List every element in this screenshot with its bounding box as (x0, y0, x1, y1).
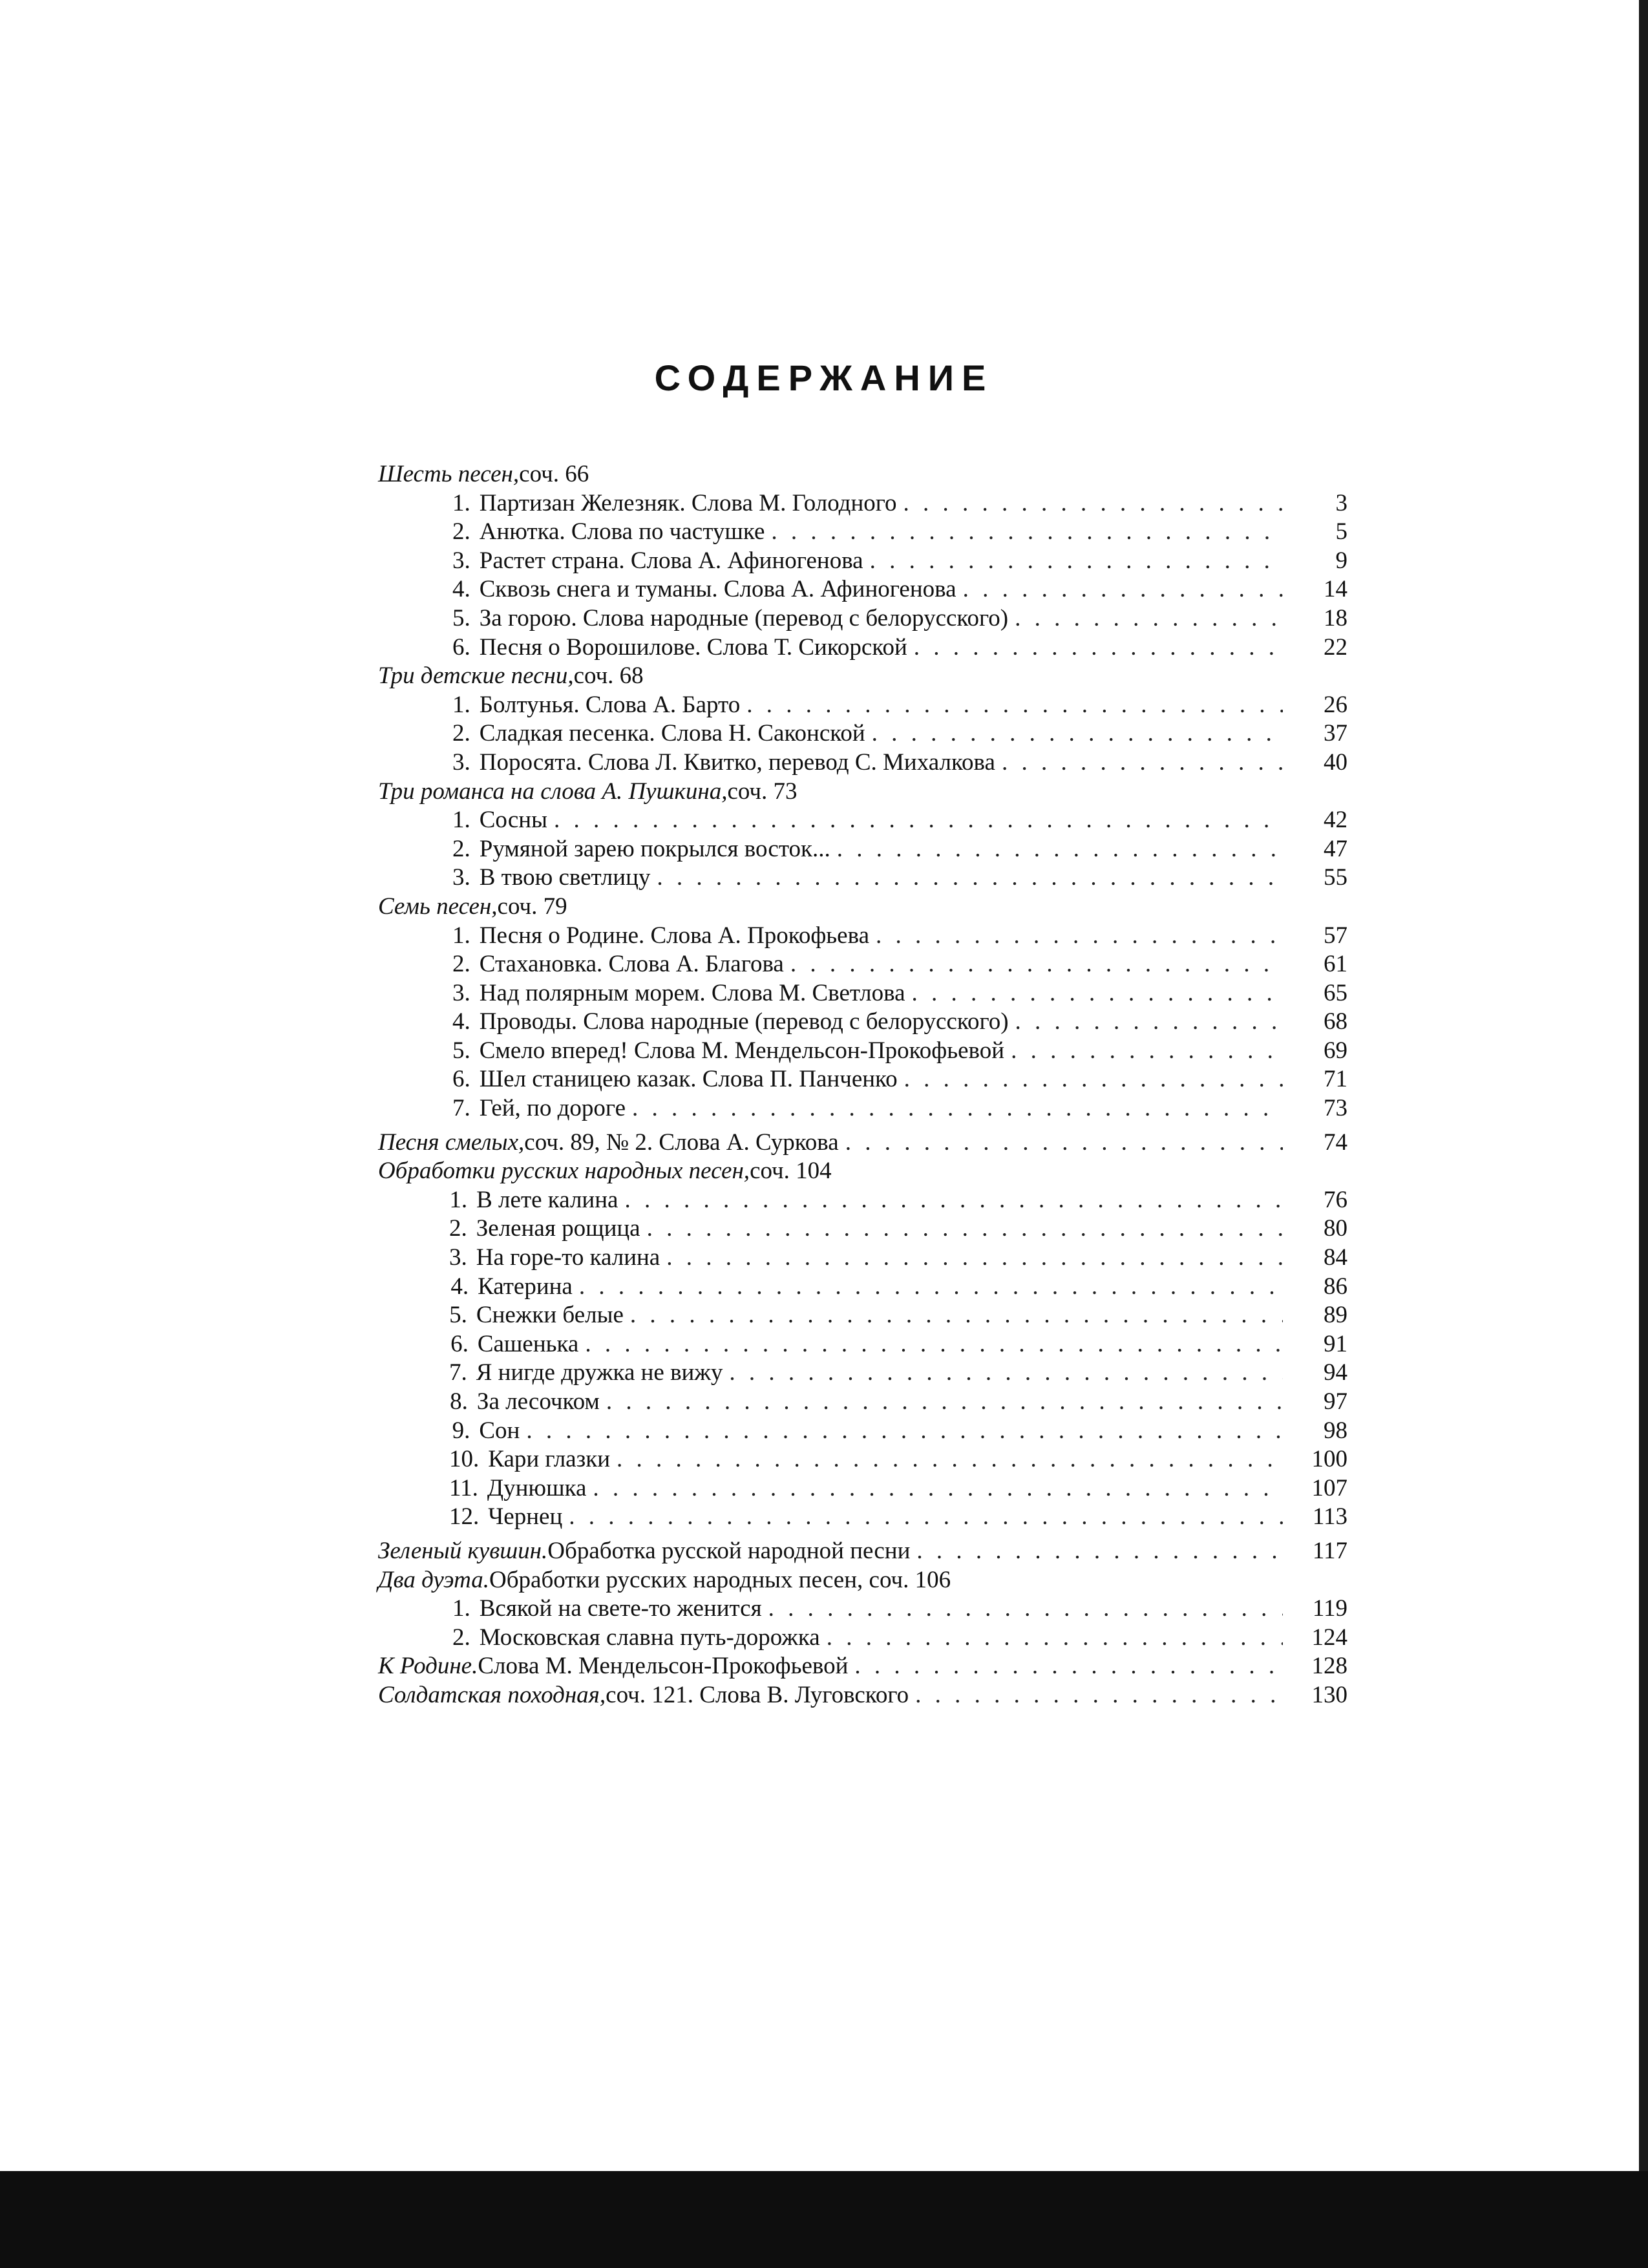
section-heading: Обработки русских народных песен, соч. 104 (378, 1158, 832, 1185)
toc-entry: 6. Песня о Ворошилове. Слова Т. Сикорской . . . 22 (378, 633, 1347, 662)
table-of-contents (378, 460, 1347, 1710)
toc-entry: 5. Смело вперед! Слова М. Мендельсон-Прокофьевой . . . 69 (378, 1037, 1347, 1066)
toc-entry: 1. Песня о Родине. Слова А. Прокофьева . . . 57 (378, 922, 1347, 951)
toc-entry: 3. Над полярным морем. Слова М. Светлова . . . 65 (378, 979, 1347, 1008)
page-title: СОДЕРЖАНИЕ (654, 357, 994, 398)
toc-entry: 6. Шел станицею казак. Слова П. Панченко . . . 71 (378, 1065, 1347, 1094)
toc-entry-single: Зеленый кувшин. Обработка русской народной песни . . . 117 (378, 1537, 1347, 1566)
toc-entry: 3. Поросята. Слова Л. Квитко, перевод С. Михалкова . . . 40 (378, 748, 1347, 778)
toc-entry: 3. Растет страна. Слова А. Афиногенова . . . 9 (378, 547, 1347, 576)
toc-entry: 12. Чернец . . . 113 (378, 1503, 1347, 1532)
toc-entry: 7. Гей, по дороге . . . 73 (378, 1094, 1347, 1123)
toc-entry-single: Песня смелых, соч. 89, № 2. Слова А. Суркова . . . 74 (378, 1129, 1347, 1158)
toc-entry: 2. Зеленая рощица . . . 80 (378, 1214, 1347, 1244)
section-heading: Два дуэта. Обработки русских народных песен, соч. 106 (378, 1566, 951, 1593)
toc-entry: 1. Партизан Железняк. Слова М. Голодного . . . 3 (378, 489, 1347, 518)
toc-entry: 11. Дунюшка . . . 107 (378, 1474, 1347, 1503)
toc-entry: 7. Я нигде дружка не вижу . . . 94 (378, 1359, 1347, 1388)
toc-entry: 4. Проводы. Слова народные (перевод с белорусского) . . . 68 (378, 1008, 1347, 1037)
toc-entry: 1. В лете калина . . . 76 (378, 1186, 1347, 1215)
toc-entry: 5. За горою. Слова народные (перевод с белорусского) . . . 18 (378, 604, 1347, 633)
toc-entry: 1. Всякой на свете-то женится . . . 119 (378, 1595, 1347, 1624)
section-heading: Три детские песни, соч. 68 (378, 662, 644, 690)
toc-entry: 5. Снежки белые . . . 89 (378, 1301, 1347, 1330)
section-heading: Шесть песен, соч. 66 (378, 461, 589, 487)
toc-entry: 3. На горе-то калина . . . 84 (378, 1244, 1347, 1273)
toc-entry: 4. Катерина . . . 86 (378, 1273, 1347, 1302)
toc-entry: 1. Болтунья. Слова А. Барто . . . 26 (378, 691, 1347, 720)
toc-entry: 8. За лесочком . . . 97 (378, 1388, 1347, 1417)
toc-entry-single: К Родине. Слова М. Мендельсон-Прокофьевой . . . 128 (378, 1652, 1347, 1681)
section-heading: Три романса на слова А. Пушкина, соч. 73 (378, 778, 798, 805)
section-heading: Семь песен, соч. 79 (378, 893, 567, 920)
toc-entry: 6. Сашенька . . . 91 (378, 1330, 1347, 1359)
toc-entry: 4. Сквозь снега и туманы. Слова А. Афиногенова . . . 14 (378, 575, 1347, 604)
toc-entry: 9. Сон . . . 98 (378, 1417, 1347, 1446)
toc-entry: 2. Румяной зарею покрылся восток... . . . 47 (378, 835, 1347, 864)
toc-entry: 10. Кари глазки . . . 100 (378, 1445, 1347, 1474)
toc-entry: 2. Анютка. Слова по частушке . . . 5 (378, 518, 1347, 547)
toc-entry: 3. В твою светлицу . . . 55 (378, 864, 1347, 893)
toc-entry: 2. Сладкая песенка. Слова Н. Саконской . . . 37 (378, 719, 1347, 748)
scan-edge-bottom (0, 2171, 1648, 2268)
toc-entry: 1. Сосны . . . 42 (378, 806, 1347, 835)
toc-entry: 2. Стахановка. Слова А. Благова . . . 61 (378, 950, 1347, 979)
toc-entry: 2. Московская славна путь-дорожка . . . 124 (378, 1624, 1347, 1653)
scan-edge-right (1639, 0, 1648, 2268)
toc-entry-single: Солдатская походная, соч. 121. Слова В. Луговского . . . 130 (378, 1681, 1347, 1710)
